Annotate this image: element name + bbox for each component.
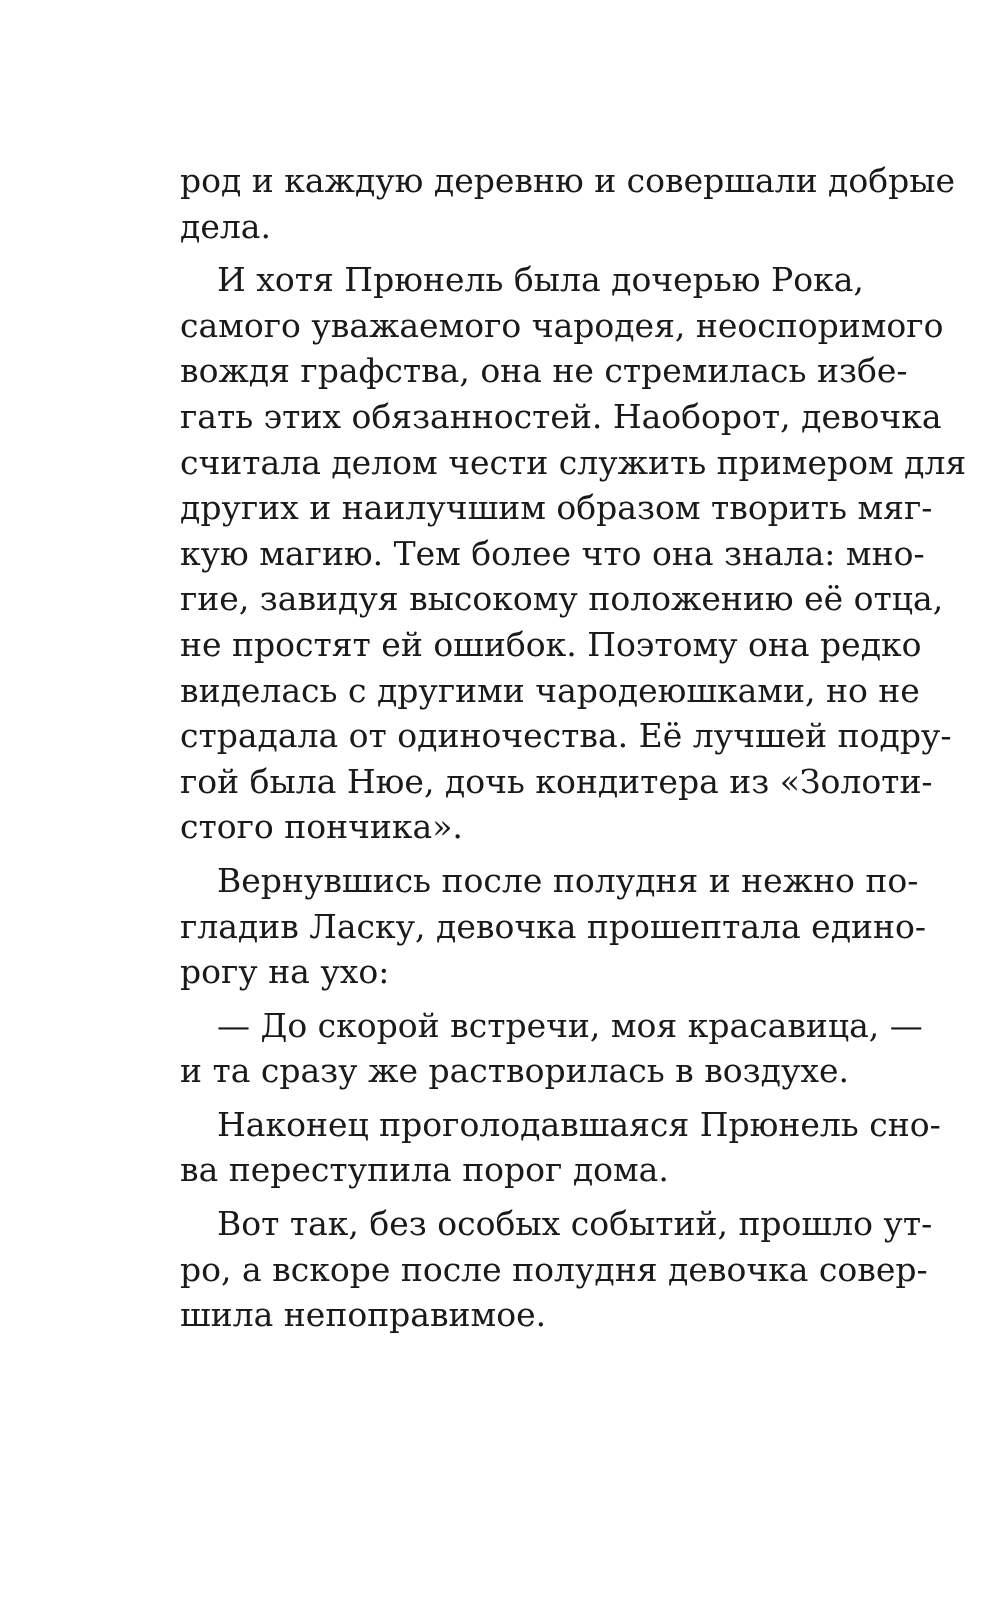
text-line: гой была Нюе, дочь кондитера из «Золоти- [180,761,933,801]
text-line: других и наилучшим образом творить мяг- [180,488,933,528]
text-line: — До скорой встречи, моя красавица, — [217,1005,923,1045]
paragraph [180,1003,923,1094]
text-line: гать этих обязанностей. Наоборот, девочка [180,396,942,436]
text-line: страдала от одиночества. Её лучшей подру- [180,716,952,756]
text-line: виделась с другими чародеюшками, но не [180,670,920,710]
text-line: кую магию. Тем более что она знала: мно- [180,533,925,573]
text-line: Вернувшись после полудня и нежно по- [217,860,919,900]
text-line: ва переступила порог дома. [180,1150,669,1190]
text-line: не простят ей ошибок. Поэтому она редко [180,624,922,664]
text-line: шила непоправимое. [180,1295,547,1335]
text-line: рогу на ухо: [180,952,390,992]
text-line: самого уважаемого чародея, неоспоримого [180,305,944,345]
text-line: вождя графства, она не стремилась избе- [180,351,908,391]
text-line: считала делом чести служить примером для [180,442,967,482]
paragraph [180,257,967,850]
paragraph [180,158,956,249]
text-line: гладив Ласку, девочка прошептала едино- [180,906,927,946]
text-line: род и каждую деревню и совершали добрые [180,161,956,200]
text-line: и та сразу же растворилась в воздухе. [180,1051,850,1091]
paragraph [180,858,927,995]
paragraph [180,1201,933,1338]
text-line: дела. [180,206,271,246]
paragraph [180,1102,941,1193]
text-line: гие, завидуя высокому положению её отца, [180,579,944,619]
book-page-text [180,158,967,1338]
text-line: стого пончика». [180,807,463,847]
text-line: Вот так, без особых событий, прошло ут- [217,1204,933,1244]
text-line: И хотя Прюнель была дочерью Рока, [217,260,864,300]
text-line: Наконец проголодавшаяся Прюнель сно- [217,1104,941,1144]
text-line: ро, а вскоре после полудня девочка совер- [180,1249,928,1289]
